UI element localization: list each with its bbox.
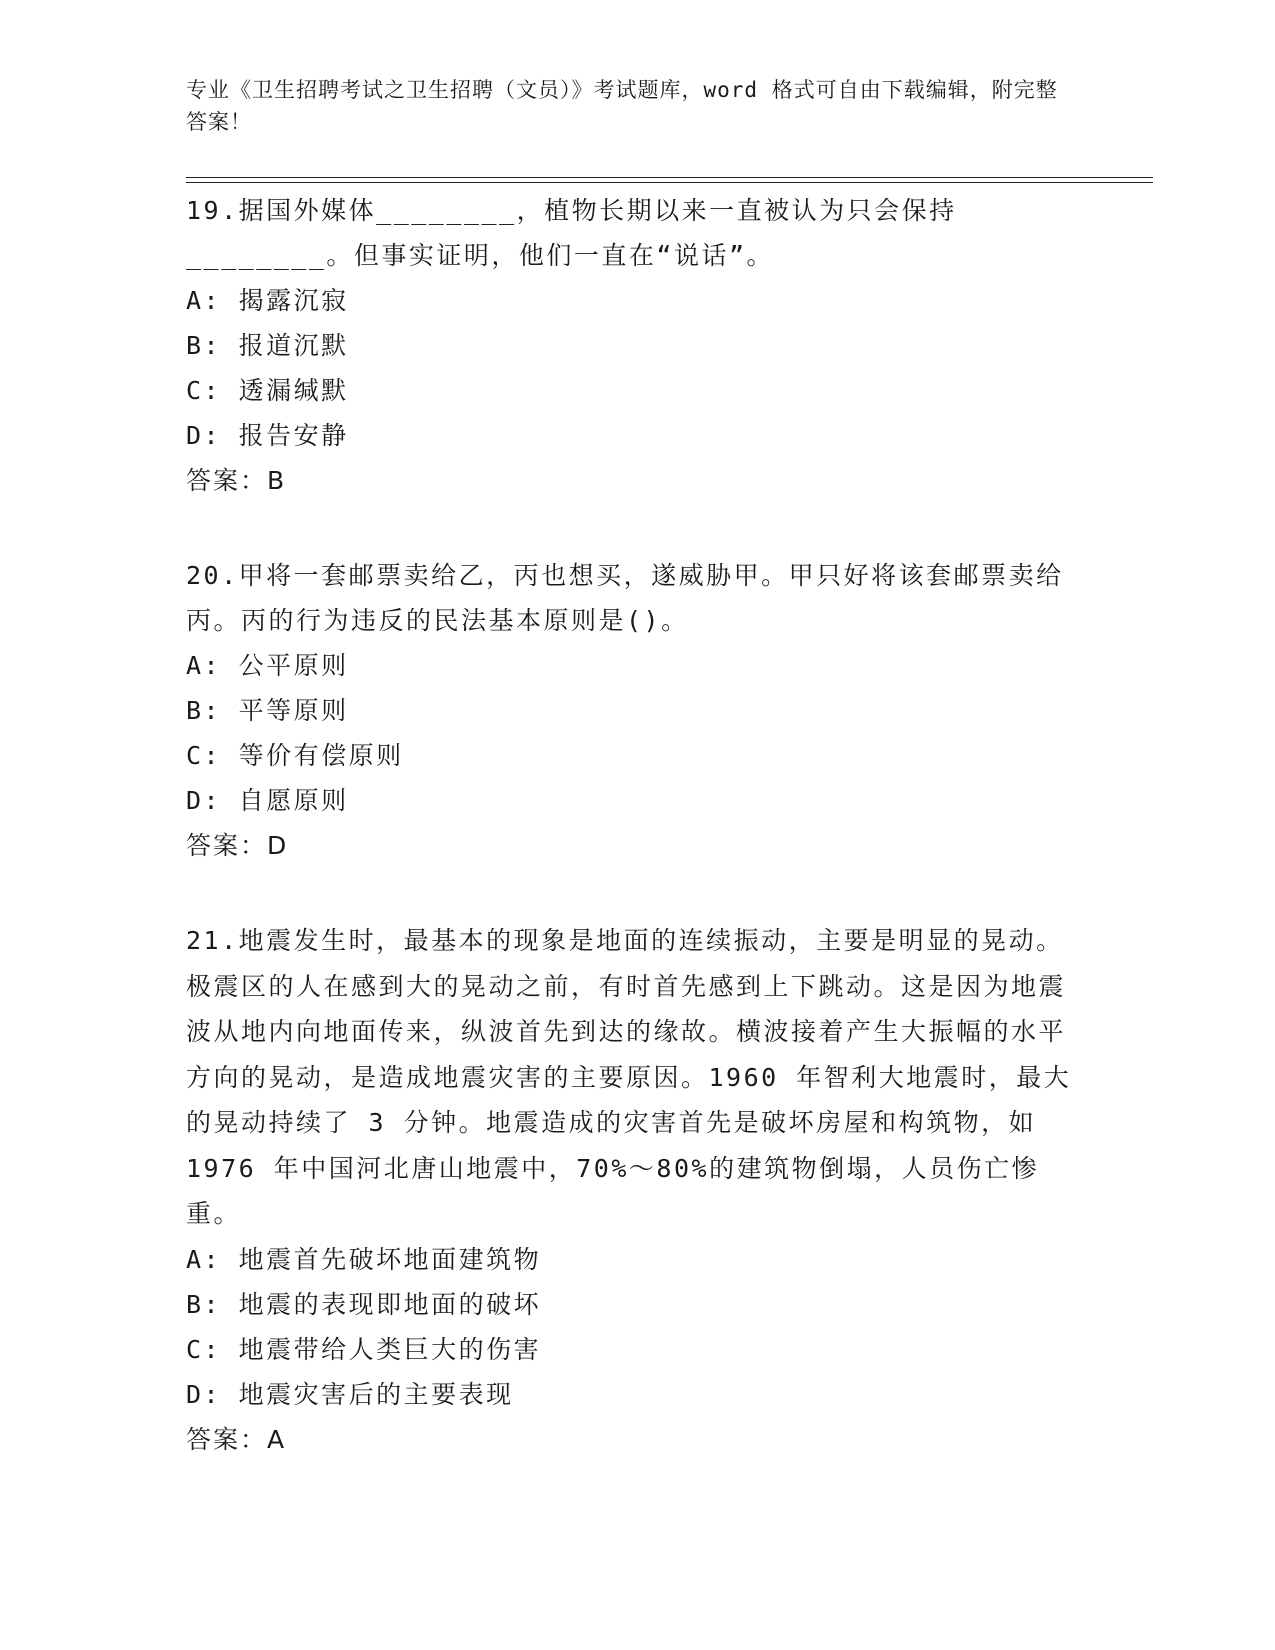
question-stem <box>186 553 1086 643</box>
question-20 <box>186 553 1086 868</box>
option-a <box>186 278 1086 323</box>
option-key: A: <box>186 286 222 315</box>
option-key: A: <box>186 651 222 680</box>
option-text: 报道沉默 <box>238 331 349 360</box>
question-number: 21. <box>186 926 239 955</box>
option-text: 透漏缄默 <box>238 376 349 405</box>
option-text: 地震灾害后的主要表现 <box>238 1379 514 1409</box>
option-a <box>186 643 1086 688</box>
answer-label: 答案： <box>186 1424 268 1454</box>
option-key: C: <box>186 1334 222 1364</box>
option-d <box>186 1372 1086 1417</box>
option-d <box>186 413 1086 458</box>
question-19 <box>186 188 1086 503</box>
header-divider-top <box>186 177 1153 178</box>
question-number: 19. <box>186 196 239 225</box>
question-text: 地震发生时，最基本的现象是地面的连续振动，主要是明显的晃动。极震区的人在感到大的晃动之前，有时首先感到上下跳动。这是因为地震波从地内向地面传来，纵波首先到达的缘故。横波接着产生大振幅的水平方向的晃动，是造成地震灾害的主要原因。1960 年智利大地震时，最大的晃动持续了 3 分钟。地震造成的灾害首先是破坏房屋和构筑物，如 1976 年中国河北唐山地震中，70%～80%的建筑物倒塌，人员伤亡惨重。 <box>186 926 1072 1228</box>
option-c <box>186 368 1086 413</box>
header-divider-bottom <box>186 182 1153 183</box>
answer-line <box>186 1417 1086 1462</box>
answer-label: 答案： <box>186 466 268 495</box>
question-stem <box>186 918 1086 1237</box>
option-key: B: <box>186 696 222 725</box>
header-title: 专业《卫生招聘考试之卫生招聘（文员）》考试题库，word 格式可自由下载编辑，附完整答案！ <box>186 78 1058 134</box>
answer-value: A <box>267 1424 287 1454</box>
option-b <box>186 1282 1086 1327</box>
question-text: 甲将一套邮票卖给乙，丙也想买，遂威胁甲。甲只好将该套邮票卖给丙。丙的行为违反的民法基本原则是()。 <box>186 561 1064 635</box>
answer-value: D <box>267 831 289 860</box>
option-key: A: <box>186 1244 222 1274</box>
option-c <box>186 1327 1086 1372</box>
answer-value: B <box>267 466 287 495</box>
question-number: 20. <box>186 561 239 590</box>
option-text: 自愿原则 <box>238 786 349 815</box>
option-text: 地震带给人类巨大的伤害 <box>238 1334 542 1364</box>
option-text: 揭露沉寂 <box>238 286 349 315</box>
option-text: 公平原则 <box>238 651 349 680</box>
option-d <box>186 778 1086 823</box>
question-21 <box>186 918 1086 1462</box>
question-stem <box>186 188 1086 278</box>
option-b <box>186 688 1086 733</box>
option-text: 地震的表现即地面的破坏 <box>238 1289 542 1319</box>
option-text: 地震首先破坏地面建筑物 <box>238 1244 542 1274</box>
option-key: D: <box>186 421 222 450</box>
option-a <box>186 1237 1086 1282</box>
option-key: C: <box>186 376 222 405</box>
option-key: B: <box>186 1289 222 1319</box>
option-text: 等价有偿原则 <box>238 741 404 770</box>
option-key: D: <box>186 1379 222 1409</box>
option-key: C: <box>186 741 222 770</box>
answer-line <box>186 823 1086 868</box>
option-b <box>186 323 1086 368</box>
option-text: 报告安静 <box>238 421 349 450</box>
document-header <box>186 74 1066 138</box>
option-key: B: <box>186 331 222 360</box>
answer-label: 答案： <box>186 831 268 860</box>
option-c <box>186 733 1086 778</box>
question-text: 据国外媒体________，植物长期以来一直被认为只会保持________。但事实证明，他们一直在“说话”。 <box>186 196 957 270</box>
answer-line <box>186 458 1086 503</box>
option-text: 平等原则 <box>238 696 349 725</box>
option-key: D: <box>186 786 222 815</box>
